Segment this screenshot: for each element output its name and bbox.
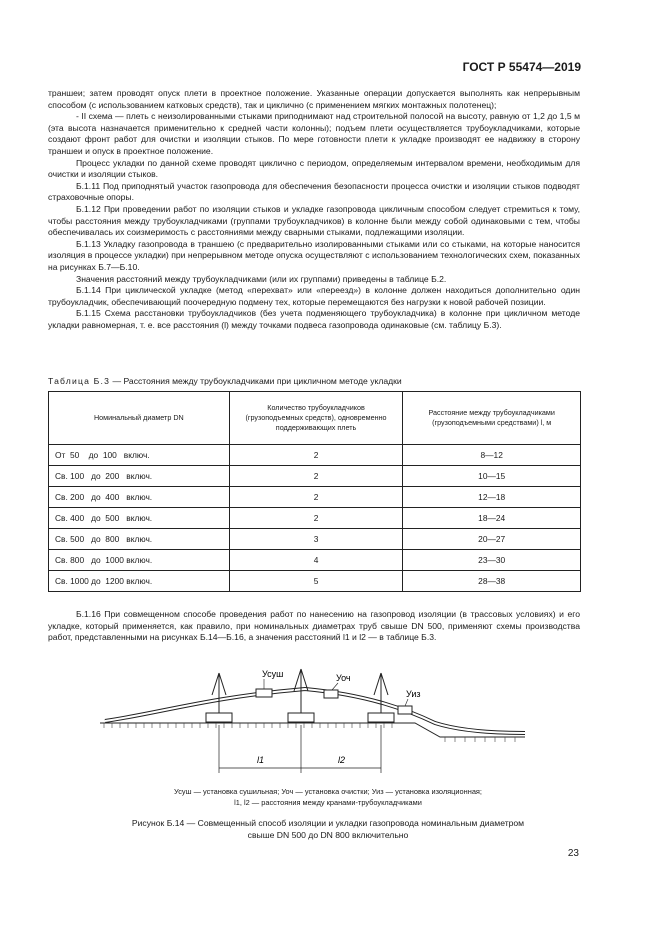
legend-line: Усуш — установка сушильная; Уоч — установка очистки; Уиз — установка изоляционная; — [174, 787, 482, 796]
cleaning-unit — [324, 690, 338, 698]
paragraph: Б.1.11 Под приподнятый участок газопровода для обеспечения безопасности процесса очистки и изоляции стыков подводят страховочные опоры. — [48, 180, 580, 203]
table-row — [49, 529, 581, 550]
paragraph: Б.1.15 Схема расстановки трубоукладчиков (без учета подменяющего трубоукладчика) в колонне при цикличном методе укладки равномерная, т. е. все расстояния (l) между точками подвеса газопровода одинаковые (см. таблицу Б.3). — [48, 308, 580, 330]
dimension-lines — [219, 725, 381, 773]
count-cell: 3 — [229, 529, 403, 550]
dn-cell: Св. 1000 до 1200 включ. — [49, 571, 230, 592]
paragraph: - II схема — плеть с неизолированными стыками приподнимают над строительной полосой на высоту, равную от 1,2 до 1,5 м (эта высота назначается применительно к средней части колонны); подъем плети осуществляется трубоукладчиками, которые создают фронт работ для очистки и изоляции стыков. По мере готовности плети к укладке производят ее надвижку в сторону траншеи и опуск в проектное положение. — [48, 111, 580, 156]
dn-cell: От 50 до 100 включ. — [49, 445, 230, 466]
pipelayer-2 — [288, 669, 314, 722]
table-header-row — [49, 392, 581, 445]
table-caption-label: Таблица Б.3 — [48, 376, 111, 386]
count-cell: 5 — [229, 571, 403, 592]
distance-cell: 20—27 — [403, 529, 581, 550]
insulating-unit — [398, 706, 412, 714]
dn-cell: Св. 800 до 1000 включ. — [49, 550, 230, 571]
table-caption — [48, 376, 402, 386]
paragraph: Б.1.16 При совмещенном способе проведения работ по нанесению на газопровод изоляции (в трассовых условиях) и его укладке, который применяется, как правило, при номинальных диаметрах труб свыше DN 500, применяют схемы производства работ, представленными на рисунках Б.14—Б.16, а значения расстояний l1 и l2 — в таблице Б.3. — [48, 609, 580, 643]
table-caption-text: — Расстояния между трубоукладчиками при цикличном методе укладки — [110, 376, 402, 386]
trench-hatching — [445, 737, 515, 742]
distance-cell: 8—12 — [403, 445, 581, 466]
dn-cell: Св. 400 до 500 включ. — [49, 508, 230, 529]
header-cell: Расстояние между трубоукладчиками (грузоподъемными средствами) l, м — [403, 392, 581, 445]
paragraph: Значения расстояний между трубоукладчиками (или их группами) приведены в таблице Б.2. — [76, 273, 447, 284]
label-l2: l2 — [338, 755, 346, 765]
pipeline-diagram — [100, 665, 530, 783]
distance-cell: 28—38 — [403, 571, 581, 592]
label-insulating: Уиз — [406, 689, 421, 699]
distance-table — [48, 391, 581, 592]
table-row — [49, 445, 581, 466]
count-cell: 2 — [229, 445, 403, 466]
table-row — [49, 508, 581, 529]
label-dry: Усуш — [262, 669, 284, 679]
paragraph: Процесс укладки по данной схеме проводят циклично с периодом, определяемым интервалом времени, необходимым для очистки и изоляции стыков. — [48, 157, 580, 180]
paragraph: траншеи; затем проводят опуск плети в проектное положение. Указанные операции допускается выполнять как непрерывным способом (с использованием катковых средств), так и циклично (с применением мягких монтажных полотенец); — [48, 88, 580, 110]
distance-cell: 18—24 — [403, 508, 581, 529]
distance-cell: 23—30 — [403, 550, 581, 571]
table-row — [49, 487, 581, 508]
distance-cell: 10—15 — [403, 466, 581, 487]
distance-cell: 12—18 — [403, 487, 581, 508]
table-row — [49, 466, 581, 487]
paragraph: Б.1.13 Укладку газопровода в траншею (с предварительно изолированными стыками или со стыками, на которые наносится изоляция в процессе укладки) при непрерывном методе опуска осуществляют с использованием технологических схем, показанных на рисунках Б.7—Б.10. — [48, 238, 580, 272]
drying-unit — [256, 689, 272, 697]
count-cell: 4 — [229, 550, 403, 571]
count-cell: 2 — [229, 508, 403, 529]
body-text — [48, 88, 580, 331]
page-number: 23 — [567, 848, 579, 859]
document-header: ГОСТ Р 55474—2019 — [462, 60, 581, 74]
paragraph: Б.1.12 При проведении работ по изоляции стыков и укладке газопровода цикличным способом следует стремиться к тому, чтобы расстояния между трубоукладчиками (группами трубоукладчиков) в колонне были между собой одинаковыми с тем, чтобы обеспечивалась их соизмеримость с расстояниями между сварными стыками, подлежащими изоляции. — [48, 203, 580, 238]
label-clean: Уоч — [336, 673, 351, 683]
figure-caption-line: свыше DN 500 до DN 800 включительно — [247, 830, 409, 840]
figure-caption-line: Рисунок Б.14 — Совмещенный способ изоляции и укладки газопровода номинальным диаметром — [131, 818, 525, 828]
header-cell: Номинальный диаметр DN — [49, 392, 230, 445]
dn-cell: Св. 200 до 400 включ. — [49, 487, 230, 508]
body-text-after-table — [48, 609, 580, 644]
dn-cell: Св. 500 до 800 включ. — [49, 529, 230, 550]
pipelayer-3 — [368, 673, 394, 722]
table-row — [49, 550, 581, 571]
figure-caption — [48, 817, 608, 841]
ground-hatching — [104, 723, 392, 728]
count-cell: 2 — [229, 487, 403, 508]
count-cell: 2 — [229, 466, 403, 487]
legend-line: l1, l2 — расстояния между кранами-трубоукладчиками — [234, 798, 422, 807]
figure-legend — [48, 786, 608, 808]
dn-cell: Св. 100 до 200 включ. — [49, 466, 230, 487]
header-cell: Количество трубоукладчиков (грузоподъемных средств), одновременно поддерживающих плеть — [229, 392, 403, 445]
table-row — [49, 571, 581, 592]
label-l1: l1 — [257, 755, 265, 765]
paragraph: Б.1.14 При циклической укладке (метод «перехват» или «переезд») в колонне должен находиться дополнительно один трубоукладчик, обеспечивающий поочередную подмену тех, которые перемещаются без нагрузки к новой рабочей позиции. — [48, 285, 580, 307]
